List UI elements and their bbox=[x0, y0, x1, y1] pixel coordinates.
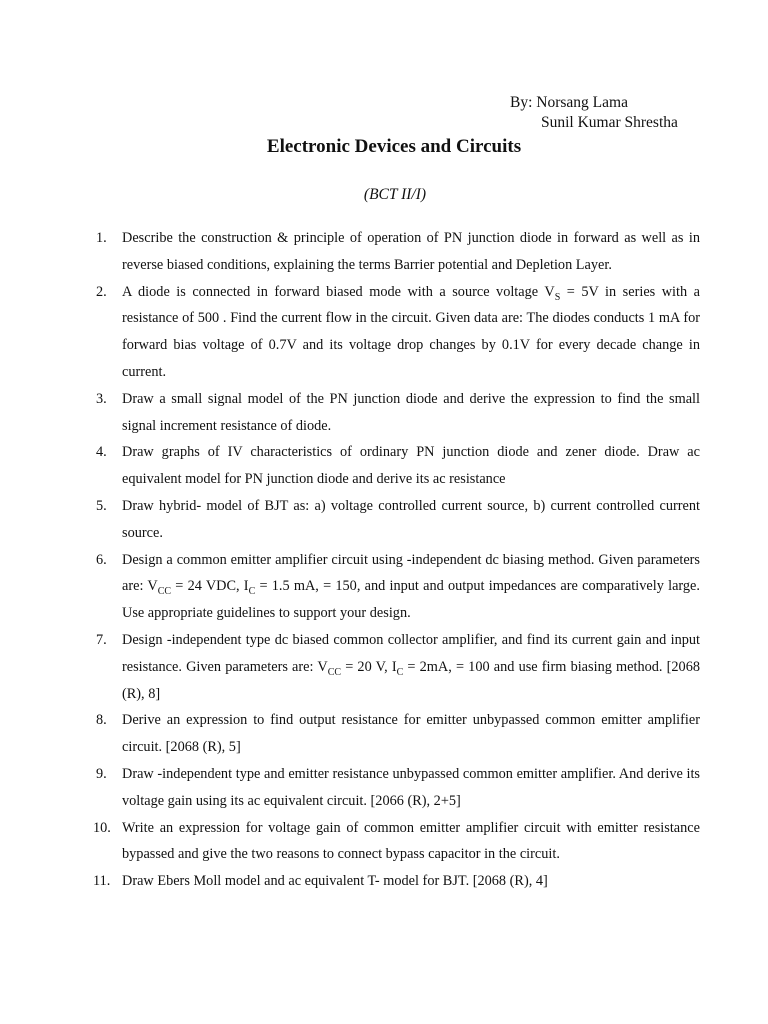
question-number: 11. bbox=[93, 873, 111, 890]
question-number: 2. bbox=[96, 283, 107, 300]
question-item bbox=[96, 386, 700, 440]
question-text: Derive an expression to find output resistance for emitter unbypassed common emitter amplifier circuit. [2068 (R), 5] bbox=[122, 712, 700, 756]
question-text: Draw -independent type and emitter resistance unbypassed common emitter amplifier. And derive its voltage gain using its ac equivalent circuit. [2066 (R), 2+5] bbox=[122, 765, 700, 809]
question-text: Design a common emitter amplifier circuit using -independent dc biasing method. Given parameters are: $V_{CC} = 24$ VDC, $I_C = 1.5$ mA, = 150, and input and output impedances are comparatively large. Use appropriate guidelines to support your design. bbox=[122, 551, 700, 622]
question-item bbox=[96, 761, 700, 815]
question-item bbox=[96, 279, 700, 386]
question-item bbox=[96, 225, 700, 279]
question-text: Draw graphs of IV characteristics of ordinary PN junction diode and zener diode. Draw ac equivalent model for PN junction diode and derive its ac resistance bbox=[122, 444, 700, 488]
question-text: Write an expression for voltage gain of common emitter amplifier circuit with emitter resistance bypassed and give the two reasons to connect bypass capacitor in the circuit. bbox=[122, 819, 700, 863]
question-text: Describe the construction & principle of operation of PN junction diode in forward as well as in reverse biased conditions, explaining the terms Barrier potential and Depletion Layer. bbox=[122, 230, 700, 273]
question-text: A diode is connected in forward biased mode with a source voltage $V_S = 5V$ in series with a resistance of 500 . Find the current flow in the circuit. Given data are: The diodes conducts 1 mA for forward bias voltage of 0.7V and its voltage drop changes by 0.1V for every decade change in current. bbox=[122, 283, 700, 380]
question-text: Draw Ebers Moll model and ac equivalent T- model for BJT. [2068 (R), 4] bbox=[122, 873, 548, 890]
question-number: 9. bbox=[96, 765, 107, 782]
question-item bbox=[96, 439, 700, 493]
author-block bbox=[510, 93, 678, 133]
question-text: Draw a small signal model of the PN junction diode and derive the expression to find the small signal increment resistance of diode. bbox=[122, 390, 700, 434]
question-item bbox=[96, 627, 700, 707]
question-text: Draw hybrid- model of BJT as: a) voltage controlled current source, b) current controlled current source. bbox=[122, 497, 700, 541]
question-number: 3. bbox=[96, 390, 107, 407]
author-line-1: By: Norsang Lama bbox=[510, 94, 628, 111]
question-text: Design -independent type dc biased common collector amplifier, and find its current gain and input resistance. Given parameters are: $V_{CC} = 20$ V, $I_C = 2mA$, = 100 and use firm biasing method. [2068 (R), 8] bbox=[122, 631, 700, 702]
question-item bbox=[93, 868, 700, 895]
question-number: 8. bbox=[96, 712, 107, 729]
question-number: 1. bbox=[96, 230, 107, 246]
question-number: 6. bbox=[96, 551, 107, 568]
question-number: 7. bbox=[96, 631, 107, 648]
question-item bbox=[96, 707, 700, 761]
question-item bbox=[96, 547, 700, 627]
question-number: 5. bbox=[96, 497, 107, 514]
author-line-2: Sunil Kumar Shrestha bbox=[541, 114, 678, 131]
document-title: Electronic Devices and Circuits bbox=[266, 136, 522, 157]
question-number: 4. bbox=[96, 444, 107, 461]
question-list bbox=[93, 225, 700, 895]
question-number: 10. bbox=[93, 819, 111, 836]
question-item bbox=[93, 815, 700, 869]
question-item bbox=[96, 493, 700, 547]
document-subtitle: (BCT II/I) bbox=[363, 186, 427, 203]
